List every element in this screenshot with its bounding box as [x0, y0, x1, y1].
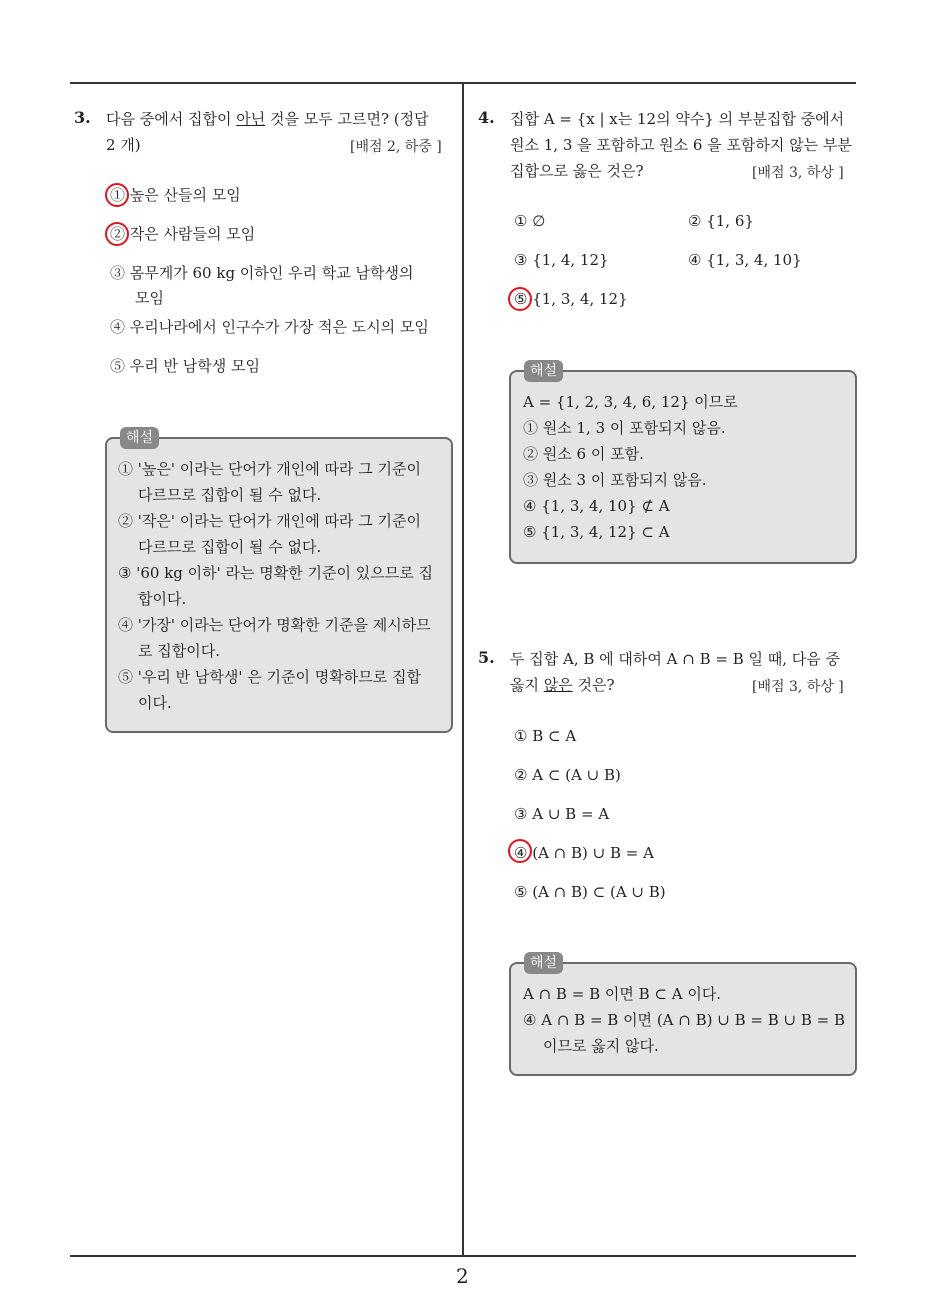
explanation-tag: 해설	[120, 427, 159, 449]
option-2[interactable]: ② A ⊂ (A ∪ B)	[514, 766, 621, 784]
option-3[interactable]: ③ {1, 4, 12}	[514, 251, 609, 269]
column-divider	[462, 82, 464, 1256]
option-1[interactable]: ① 높은 산들의 모임	[110, 186, 241, 204]
question-text-line2: 원소 1, 3 을 포함하고 원소 6 을 포함하지 않는 부분	[510, 136, 852, 154]
question-text-line2: 2 개)	[106, 136, 141, 154]
option-3[interactable]: ③ A ∪ B = A	[514, 805, 610, 823]
score-meta: [배점 2, 하중 ]	[350, 139, 442, 155]
option-3-continued: 모임	[135, 289, 164, 307]
option-4[interactable]: ④ {1, 3, 4, 10}	[688, 251, 802, 269]
page-number: 2	[456, 1264, 469, 1288]
option-5[interactable]: ⑤ 우리 반 남학생 모임	[110, 357, 260, 375]
answer-circle	[508, 287, 532, 311]
option-3[interactable]: ③ 몸무게가 60 kg 이하인 우리 학교 남학생의	[110, 264, 414, 282]
option-2[interactable]: ② {1, 6}	[688, 212, 754, 230]
answer-circle	[508, 839, 532, 863]
option-2[interactable]: ② 작은 사람들의 모임	[110, 225, 256, 243]
question-number: 5.	[478, 648, 495, 667]
option-1[interactable]: ① ∅	[514, 212, 546, 230]
explanation-tag: 해설	[524, 360, 563, 382]
question-text: 두 집합 A, B 에 대하여 A ∩ B = B 일 때, 다음 중	[510, 650, 841, 668]
option-5[interactable]: ⑤ (A ∩ B) ⊂ (A ∪ B)	[514, 883, 666, 901]
question-text: 다음 중에서 집합이 아닌 것을 모두 고르면? (정답	[106, 110, 429, 128]
question-text-line2: 옳지 않은 것은?	[510, 676, 615, 694]
score-meta: [배점 3, 하상 ]	[752, 165, 844, 181]
question-number: 3.	[74, 108, 91, 127]
bottom-rule	[70, 1255, 856, 1257]
option-4[interactable]: ④ (A ∩ B) ∪ B = A	[514, 844, 654, 862]
option-4[interactable]: ④ 우리나라에서 인구수가 가장 적은 도시의 모임	[110, 318, 429, 336]
question-number: 4.	[478, 108, 495, 127]
option-5[interactable]: ⑤ {1, 3, 4, 12}	[514, 290, 628, 308]
explanation-tag: 해설	[524, 952, 563, 974]
answer-circle	[105, 222, 129, 246]
answer-circle	[105, 183, 129, 207]
question-text-line3: 집합으로 옳은 것은?	[510, 162, 644, 180]
question-text: 집합 A = {x | x는 12의 약수} 의 부분집합 중에서	[510, 110, 845, 128]
score-meta: [배점 3, 하상 ]	[752, 679, 844, 695]
option-1[interactable]: ① B ⊂ A	[514, 727, 577, 745]
